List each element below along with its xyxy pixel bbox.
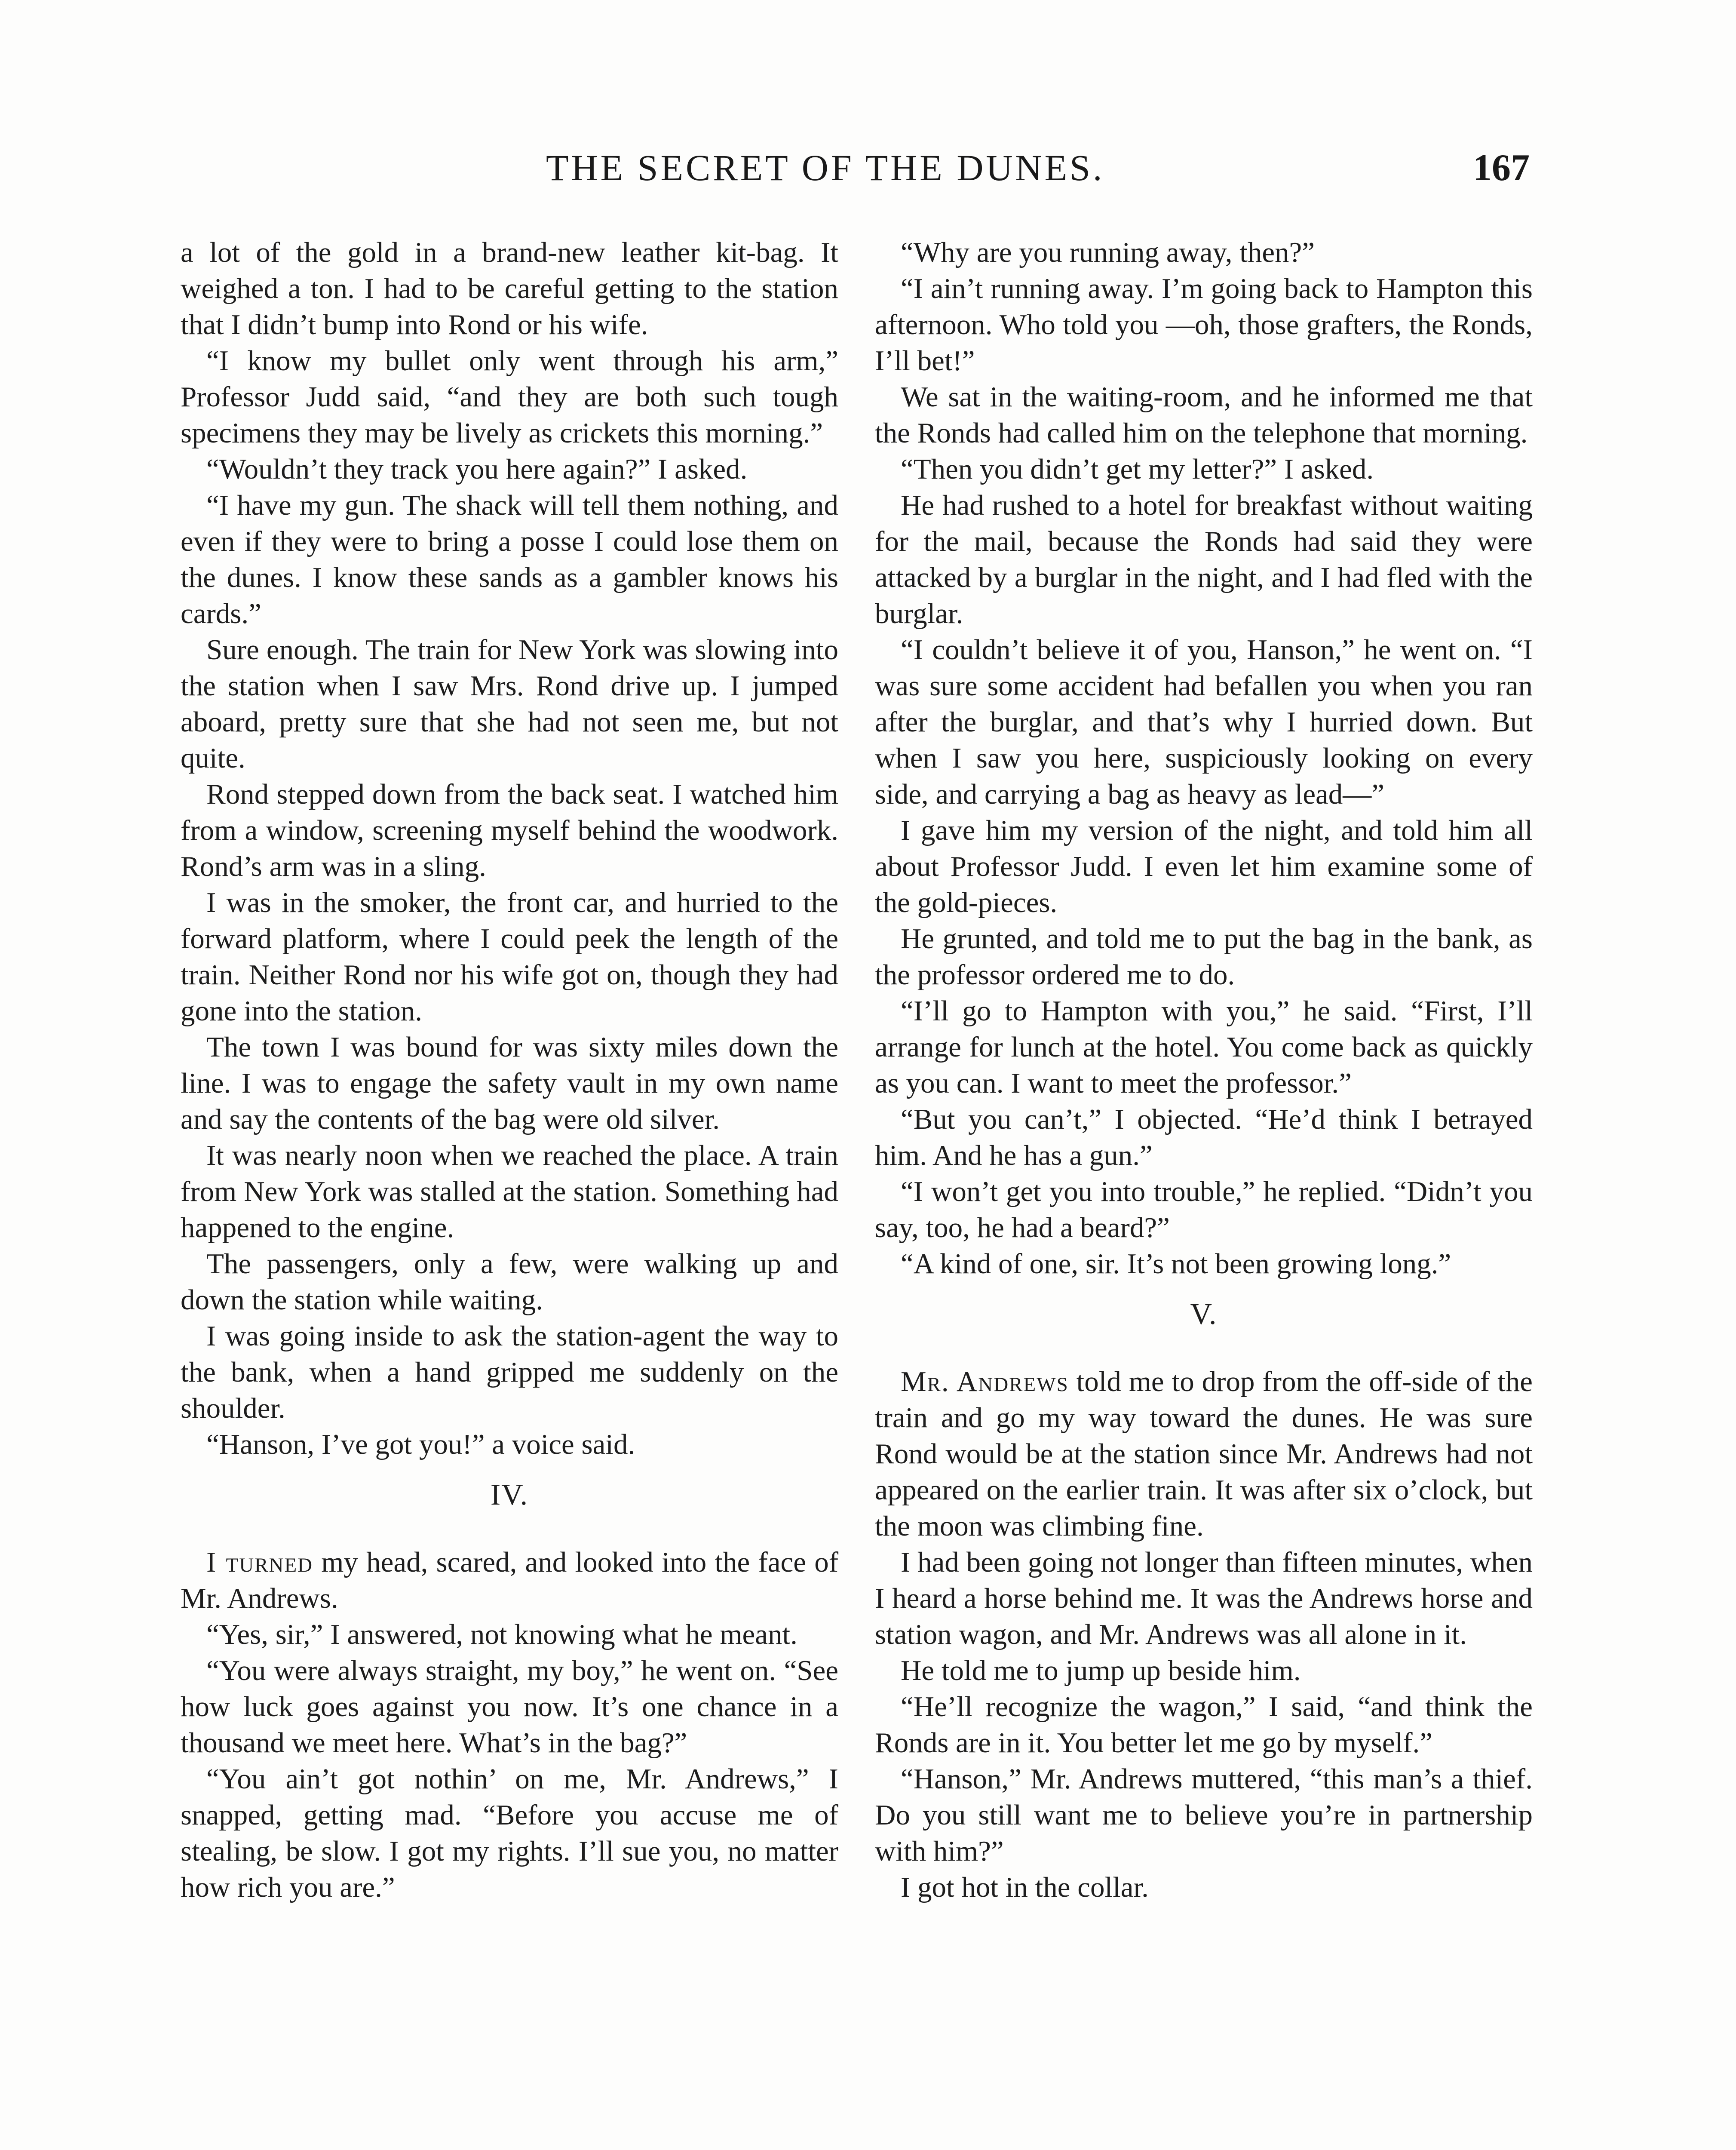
paragraph-text: “I have my gun. The shack will tell them nothing, and even if they were to bring a posse I could lose them on the dunes. I know these sands as a gambler knows his cards.”: [181, 489, 838, 630]
paragraph-text: “Then you didn’t get my letter?” I asked.: [901, 453, 1374, 485]
right-text-column: [875, 234, 1533, 1905]
page-header: [176, 146, 1530, 194]
section-heading: V.: [1190, 1298, 1218, 1331]
paragraph: [875, 451, 1533, 487]
paragraph-text: I was going inside to ask the station-agent the way to the bank, when a hand gripped me suddenly on the shoulder.: [181, 1320, 838, 1424]
paragraph: [875, 1652, 1533, 1689]
paragraph: [181, 632, 838, 776]
paragraph-text: The passengers, only a few, were walking up and down the station while waiting.: [181, 1248, 838, 1316]
paragraph-text: I got hot in the collar.: [901, 1871, 1149, 1903]
paragraph-text: It was nearly noon when we reached the place. A train from New York was stalled at the station. Something had happened to the engine.: [181, 1140, 838, 1244]
paragraph: [875, 993, 1533, 1101]
paragraph: [181, 1029, 838, 1137]
paragraph-text: He told me to jump up beside him.: [901, 1655, 1301, 1686]
paragraph-text: “I ain’t running away. I’m going back to Hampton this afternoon. Who told you —oh, those grafters, the Ronds, I’ll bet!”: [875, 273, 1533, 377]
paragraph: [875, 632, 1533, 812]
paragraph: [181, 1246, 838, 1318]
paragraph-text: He had rushed to a hotel for breakfast without waiting for the mail, because the Ronds had said they were attacked by a burglar in the night, and I had fled with the burglar.: [875, 489, 1533, 630]
paragraph: [875, 1364, 1533, 1544]
paragraph: [181, 885, 838, 1029]
paragraph: [875, 1246, 1533, 1282]
paragraph: [875, 234, 1533, 270]
paragraph-lead-smallcaps: Mr. Andrews: [901, 1366, 1069, 1398]
paragraph: [875, 379, 1533, 451]
paragraph: [181, 234, 838, 343]
running-title: THE SECRET OF THE DUNES.: [546, 147, 1105, 188]
paragraph: [875, 270, 1533, 379]
page-number: 167: [1473, 147, 1530, 189]
paragraph: [875, 487, 1533, 632]
paragraph: [875, 921, 1533, 993]
paragraph-text: He grunted, and told me to put the bag in the bank, as the professor ordered me to do.: [875, 923, 1533, 991]
paragraph: [875, 1173, 1533, 1246]
paragraph: [181, 776, 838, 885]
paragraph-text: “I’ll go to Hampton with you,” he said. “First, I’ll arrange for lunch at the hotel. You come back as quickly as you can. I want to meet the professor.”: [875, 995, 1533, 1099]
paragraph-text: told me to drop from the off-side of the train and go my way toward the dunes. He was sure Rond would be at the station since Mr. Andrews had not appeared on the earlier train. It was after six o’clock, but the moon was climbing fine.: [875, 1366, 1533, 1542]
paragraph-lead-smallcaps: I turned: [206, 1546, 313, 1578]
paragraph-text: The town I was bound for was sixty miles down the line. I was to engage the safety vault in my own name and say the contents of the bag were old silver.: [181, 1031, 838, 1135]
paragraph-text: “I won’t get you into trouble,” he replied. “Didn’t you say, too, he had a beard?”: [875, 1176, 1533, 1244]
paragraph-text: Rond stepped down from the back seat. I watched him from a window, screening myself behind the woodwork. Rond’s arm was in a sling.: [181, 778, 838, 882]
paragraph: [181, 1616, 838, 1652]
paragraph: [875, 1101, 1533, 1173]
paragraph-text: I had been going not longer than fifteen minutes, when I heard a horse behind me. It was the Andrews horse and station wagon, and Mr. Andrews was all alone in it.: [875, 1546, 1533, 1650]
paragraph-text: “I know my bullet only went through his arm,” Professor Judd said, “and they are both such tough specimens they may be lively as crickets this morning.”: [181, 345, 838, 449]
paragraph-text: “Yes, sir,” I answered, not knowing what he meant.: [206, 1619, 797, 1650]
paragraph-text: “Wouldn’t they track you here again?” I asked.: [206, 453, 748, 485]
paragraph: [181, 1137, 838, 1246]
paragraph-text: “He’ll recognize the wagon,” I said, “and think the Ronds are in it. You better let me go by myself.”: [875, 1691, 1533, 1759]
paragraph: [181, 1544, 838, 1616]
paragraph-text: I was in the smoker, the front car, and hurried to the forward platform, where I could peek the length of the train. Neither Rond nor his wife got on, though they had gone into the station.: [181, 887, 838, 1027]
paragraph: [181, 1426, 838, 1462]
paragraph-text: a lot of the gold in a brand-new leather kit-bag. It weighed a ton. I had to be careful getting to the station that I didn’t bump into Rond or his wife.: [181, 236, 838, 341]
paragraph: [875, 1761, 1533, 1869]
paragraph-text: We sat in the waiting-room, and he informed me that the Ronds had called him on the telephone that morning.: [875, 381, 1533, 449]
paragraph: [181, 1318, 838, 1426]
left-text-column: [181, 234, 838, 1905]
paragraph-text: “A kind of one, sir. It’s not been growing long.”: [901, 1248, 1451, 1280]
paragraph: [875, 1869, 1533, 1905]
section-heading: IV.: [490, 1478, 529, 1511]
paragraph-text: “But you can’t,” I objected. “He’d think I betrayed him. And he has a gun.”: [875, 1103, 1533, 1171]
paragraph: [181, 343, 838, 451]
paragraph: [181, 1761, 838, 1905]
paragraph: [875, 1544, 1533, 1652]
paragraph-text: Sure enough. The train for New York was slowing into the station when I saw Mrs. Rond drive up. I jumped aboard, pretty sure that she had not seen me, but not quite.: [181, 634, 838, 774]
paragraph: [181, 487, 838, 632]
paragraph: [181, 451, 838, 487]
paragraph: [181, 1652, 838, 1761]
paragraph-text: I gave him my version of the night, and told him all about Professor Judd. I even let him examine some of the gold-pieces.: [875, 814, 1533, 918]
paragraph-text: “Hanson,” Mr. Andrews muttered, “this man’s a thief. Do you still want me to believe you’re in partnership with him?”: [875, 1763, 1533, 1867]
paragraph-text: “You ain’t got nothin’ on me, Mr. Andrews,” I snapped, getting mad. “Before you accuse me of stealing, be slow. I got my rights. I’ll sue you, no matter how rich you are.”: [181, 1763, 838, 1903]
paragraph-text: “I couldn’t believe it of you, Hanson,” he went on. “I was sure some accident had befallen you when you ran after the burglar, and that’s why I hurried down. But when I saw you here, suspiciously looking on every side, and carrying a bag as heavy as lead—”: [875, 634, 1533, 810]
paragraph: [875, 1689, 1533, 1761]
paragraph-text: “Hanson, I’ve got you!” a voice said.: [206, 1428, 635, 1460]
paragraph-text: my head, scared, and looked into the face of Mr. Andrews.: [181, 1546, 839, 1614]
paragraph: [875, 812, 1533, 921]
paragraph-text: “You were always straight, my boy,” he went on. “See how luck goes against you now. It’s one chance in a thousand we meet here. What’s in the bag?”: [181, 1655, 838, 1759]
paragraph-text: “Why are you running away, then?”: [901, 236, 1315, 268]
